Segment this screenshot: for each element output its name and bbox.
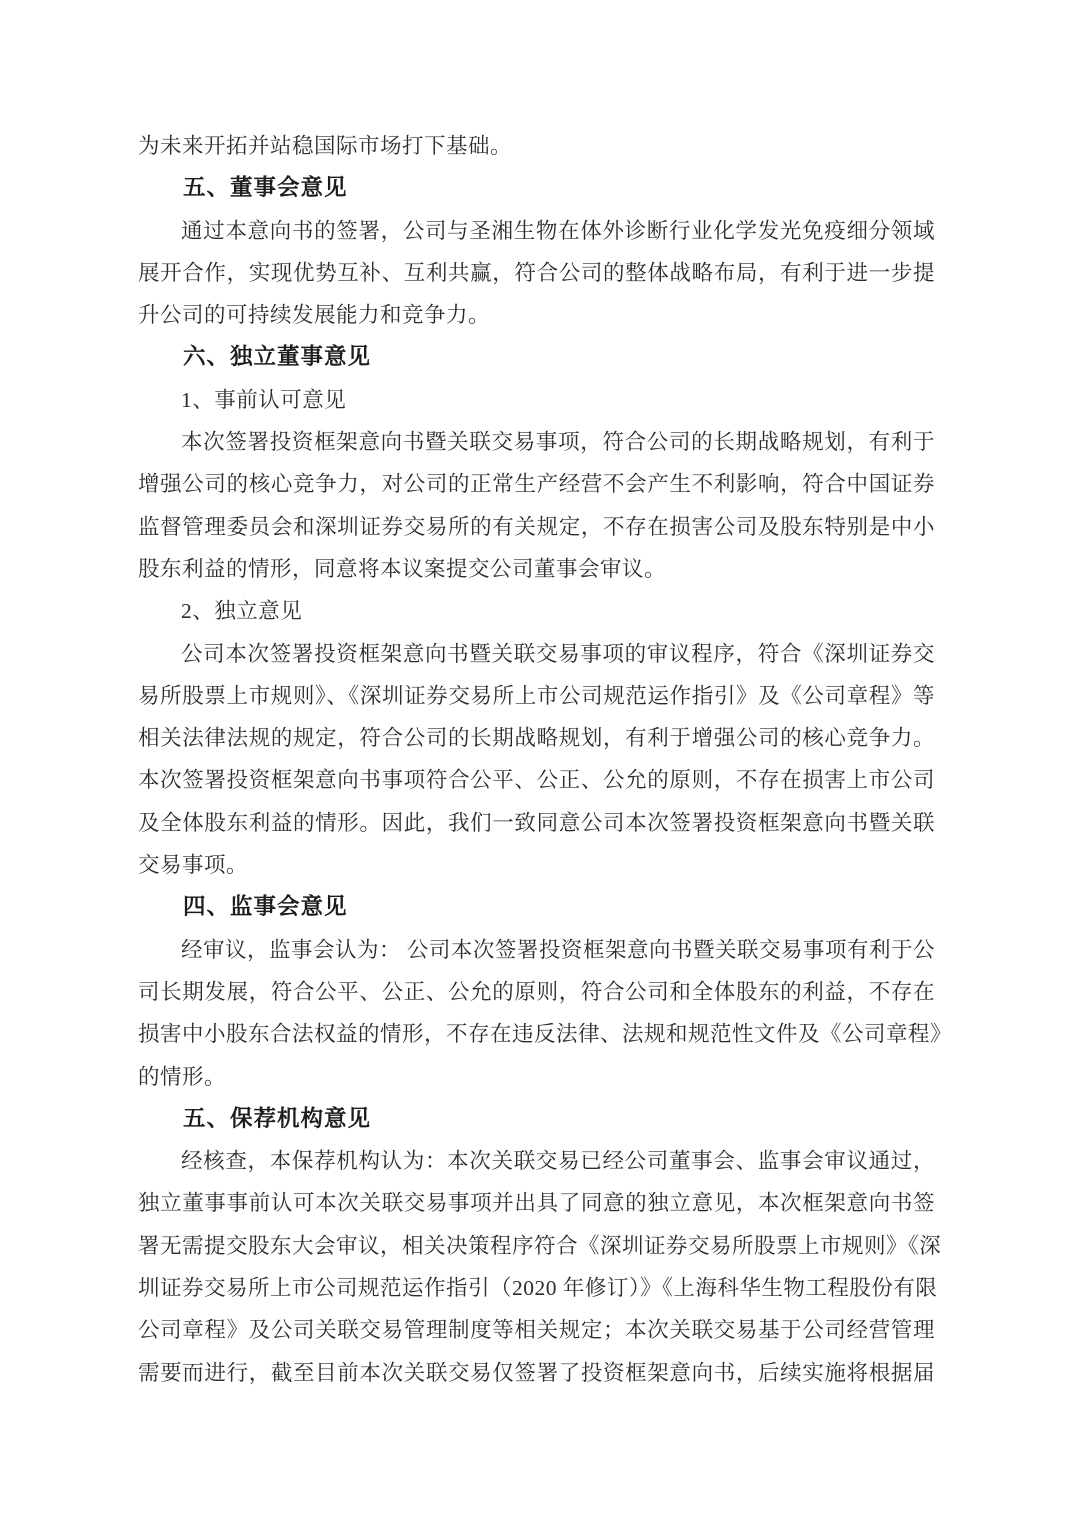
paragraph-line: 经核查，本保荐机构认为：本次关联交易已经公司董事会、监事会审议通过， xyxy=(181,1149,935,1174)
section-heading: 五、保荐机构意见 xyxy=(183,1105,372,1131)
paragraph-line: 股东利益的情形，同意将本议案提交公司董事会审议。 xyxy=(138,556,667,581)
document-body xyxy=(138,125,953,1394)
paragraph-line: 公司本次签署投资框架意向书暨关联交易事项的审议程序，符合《深圳证券交 xyxy=(181,641,935,666)
paragraph-line: 展开合作，实现优势互补、互利共赢，符合公司的整体战略布局，有利于进一步提 xyxy=(138,260,935,285)
section-heading: 六、独立董事意见 xyxy=(183,344,372,370)
section-heading: 五、董事会意见 xyxy=(183,175,348,201)
paragraph-line: 司长期发展，符合公平、公正、公允的原则，符合公司和全体股东的利益，不存在 xyxy=(138,979,935,1004)
paragraph-line: 公司章程》及公司关联交易管理制度等相关规定；本次关联交易基于公司经营管理 xyxy=(138,1318,935,1343)
paragraph-line: 交易事项。 xyxy=(138,853,249,878)
paragraph-line: 需要而进行，截至目前本次关联交易仅签署了投资框架意向书，后续实施将根据届 xyxy=(138,1360,935,1385)
paragraph-line: 本次签署投资框架意向书事项符合公平、公正、公允的原则，不存在损害上市公司 xyxy=(138,768,935,793)
paragraph-line: 的情形。 xyxy=(138,1064,227,1089)
paragraph-line: 监督管理委员会和深圳证券交易所的有关规定，不存在损害公司及股东特别是中小 xyxy=(138,514,935,539)
paragraph-line: 通过本意向书的签署，公司与圣湘生物在体外诊断行业化学发光免疫细分领域 xyxy=(181,218,935,243)
paragraph-line: 增强公司的核心竞争力，对公司的正常生产经营不会产生不利影响，符合中国证券 xyxy=(138,472,935,497)
list-item-heading: 2、独立意见 xyxy=(181,599,303,624)
paragraph-line: 升公司的可持续发展能力和竞争力。 xyxy=(138,303,491,328)
section-heading: 四、监事会意见 xyxy=(183,894,348,920)
paragraph-line: 及全体股东利益的情形。因此，我们一致同意公司本次签署投资框架意向书暨关联 xyxy=(138,810,935,835)
paragraph-line: 经审议，监事会认为： 公司本次签署投资框架意向书暨关联交易事项有利于公 xyxy=(181,937,935,962)
list-item-heading: 1、事前认可意见 xyxy=(181,387,347,412)
paragraph-line: 圳证券交易所上市公司规范运作指引（2020 年修订）》《上海科华生物工程股份有限 xyxy=(138,1276,938,1301)
paragraph-line: 本次签署投资框架意向书暨关联交易事项，符合公司的长期战略规划，有利于 xyxy=(181,430,935,455)
paragraph-line: 相关法律法规的规定，符合公司的长期战略规划，有利于增强公司的核心竞争力。 xyxy=(138,726,935,751)
paragraph-line: 为未来开拓并站稳国际市场打下基础。 xyxy=(138,134,513,158)
paragraph-line: 易所股票上市规则》、《深圳证券交易所上市公司规范运作指引》及《公司章程》等 xyxy=(138,683,935,708)
paragraph-line: 署无需提交股东大会审议，相关决策程序符合《深圳证券交易所股票上市规则》《深 xyxy=(138,1233,942,1258)
paragraph-line: 独立董事事前认可本次关联交易事项并出具了同意的独立意见，本次框架意向书签 xyxy=(138,1191,935,1216)
paragraph-line: 损害中小股东合法权益的情形，不存在违反法律、法规和规范性文件及《公司章程》 xyxy=(138,1022,953,1047)
